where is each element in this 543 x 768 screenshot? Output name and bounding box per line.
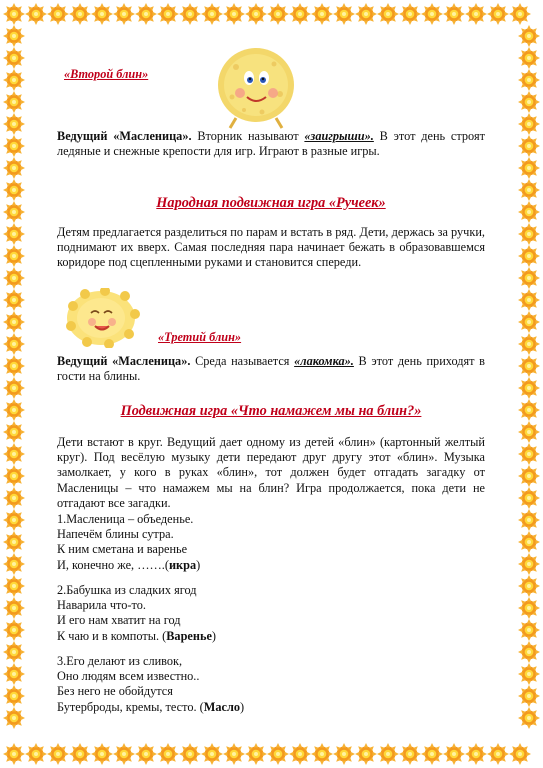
host-label: Ведущий «Масленица». xyxy=(57,129,192,143)
riddle-line: 1.Масленица – объеденье. xyxy=(57,512,194,526)
riddle-line-start: Бутерброды, кремы, тесто. ( xyxy=(57,699,204,714)
riddle-answer: Масло xyxy=(203,699,240,714)
host-label: Ведущий «Масленица». xyxy=(57,354,191,368)
riddle-line-end: ) xyxy=(196,557,201,572)
riddle-1 xyxy=(57,512,485,573)
section-third-pancake-text xyxy=(57,354,485,384)
section1-text-a: Вторник называют xyxy=(191,129,305,143)
section-second-pancake-text xyxy=(57,129,485,159)
riddle-3 xyxy=(57,654,485,715)
game-pancake-title: Подвижная игра «Что намажем мы на блин?» xyxy=(120,403,422,419)
game-rucheek-text: Детям предлагается разделиться по парам и встать в ряд. Дети, держась за ручки, поднимают их вверх. Самая последняя пара начинает бежать в образовавшемся коридоре под сцепленными руками и становится спереди. xyxy=(57,225,485,270)
riddle-line: Наварила что-то. xyxy=(57,598,146,613)
riddle-line-start: И, конечно же, …….( xyxy=(57,557,169,572)
section-third-pancake-title: «Третий блин» xyxy=(158,330,242,344)
riddle-line xyxy=(57,700,485,715)
riddle-line: И его нам хватит на год xyxy=(57,613,181,628)
section-second-pancake-title: «Второй блин» xyxy=(64,67,149,81)
riddle-line xyxy=(57,558,485,573)
riddle-line: К ним сметана и варенье xyxy=(57,542,188,557)
riddle-line: 2.Бабушка из сладких ягод xyxy=(57,583,197,597)
riddle-line-end: ) xyxy=(211,628,217,643)
riddle-line-start: К чаю и в компоты. ( xyxy=(57,628,167,643)
game-pancake-text: Дети встают в круг. Ведущий дает одному из детей «блин» (картонный желтый круг). Под весёлую музыку дети передают друг другу этот «блин». Музыка замолкает, у кого в руках «блин», тот должен будет отгадать загадку от Масленицы – что намажем мы на блин? Игра продолжается, пока дети не отгадают все загадки. xyxy=(57,435,485,510)
riddle-line xyxy=(57,629,485,644)
section2-text-a: Среда называется xyxy=(190,354,295,368)
riddle-line: Оно людям всем известно.. xyxy=(57,669,200,684)
riddle-answer: икра xyxy=(168,557,197,572)
day-name-highlight: «лакомка». xyxy=(294,354,354,368)
riddle-line-end: ) xyxy=(240,699,245,714)
section2-text-b: В этот день приходят в гости на блины. xyxy=(57,354,485,384)
riddle-line: Без него не обойдутся xyxy=(57,684,173,699)
riddle-line: 3.Его делают из сливок, xyxy=(57,654,183,668)
riddle-2 xyxy=(57,583,485,644)
section1-text-b: В этот день строят ледяные и снежные крепости для игр. Играют в разные игры. xyxy=(57,129,485,159)
riddle-answer: Варенье xyxy=(166,628,212,643)
day-name-highlight: «заигрыши». xyxy=(304,129,374,143)
pancake-face-icon xyxy=(214,42,298,136)
sun-face-icon xyxy=(65,288,145,352)
riddle-line: Напечём блины сутра. xyxy=(57,527,174,542)
game-rucheek-title: Народная подвижная игра «Ручеек» xyxy=(156,195,386,211)
